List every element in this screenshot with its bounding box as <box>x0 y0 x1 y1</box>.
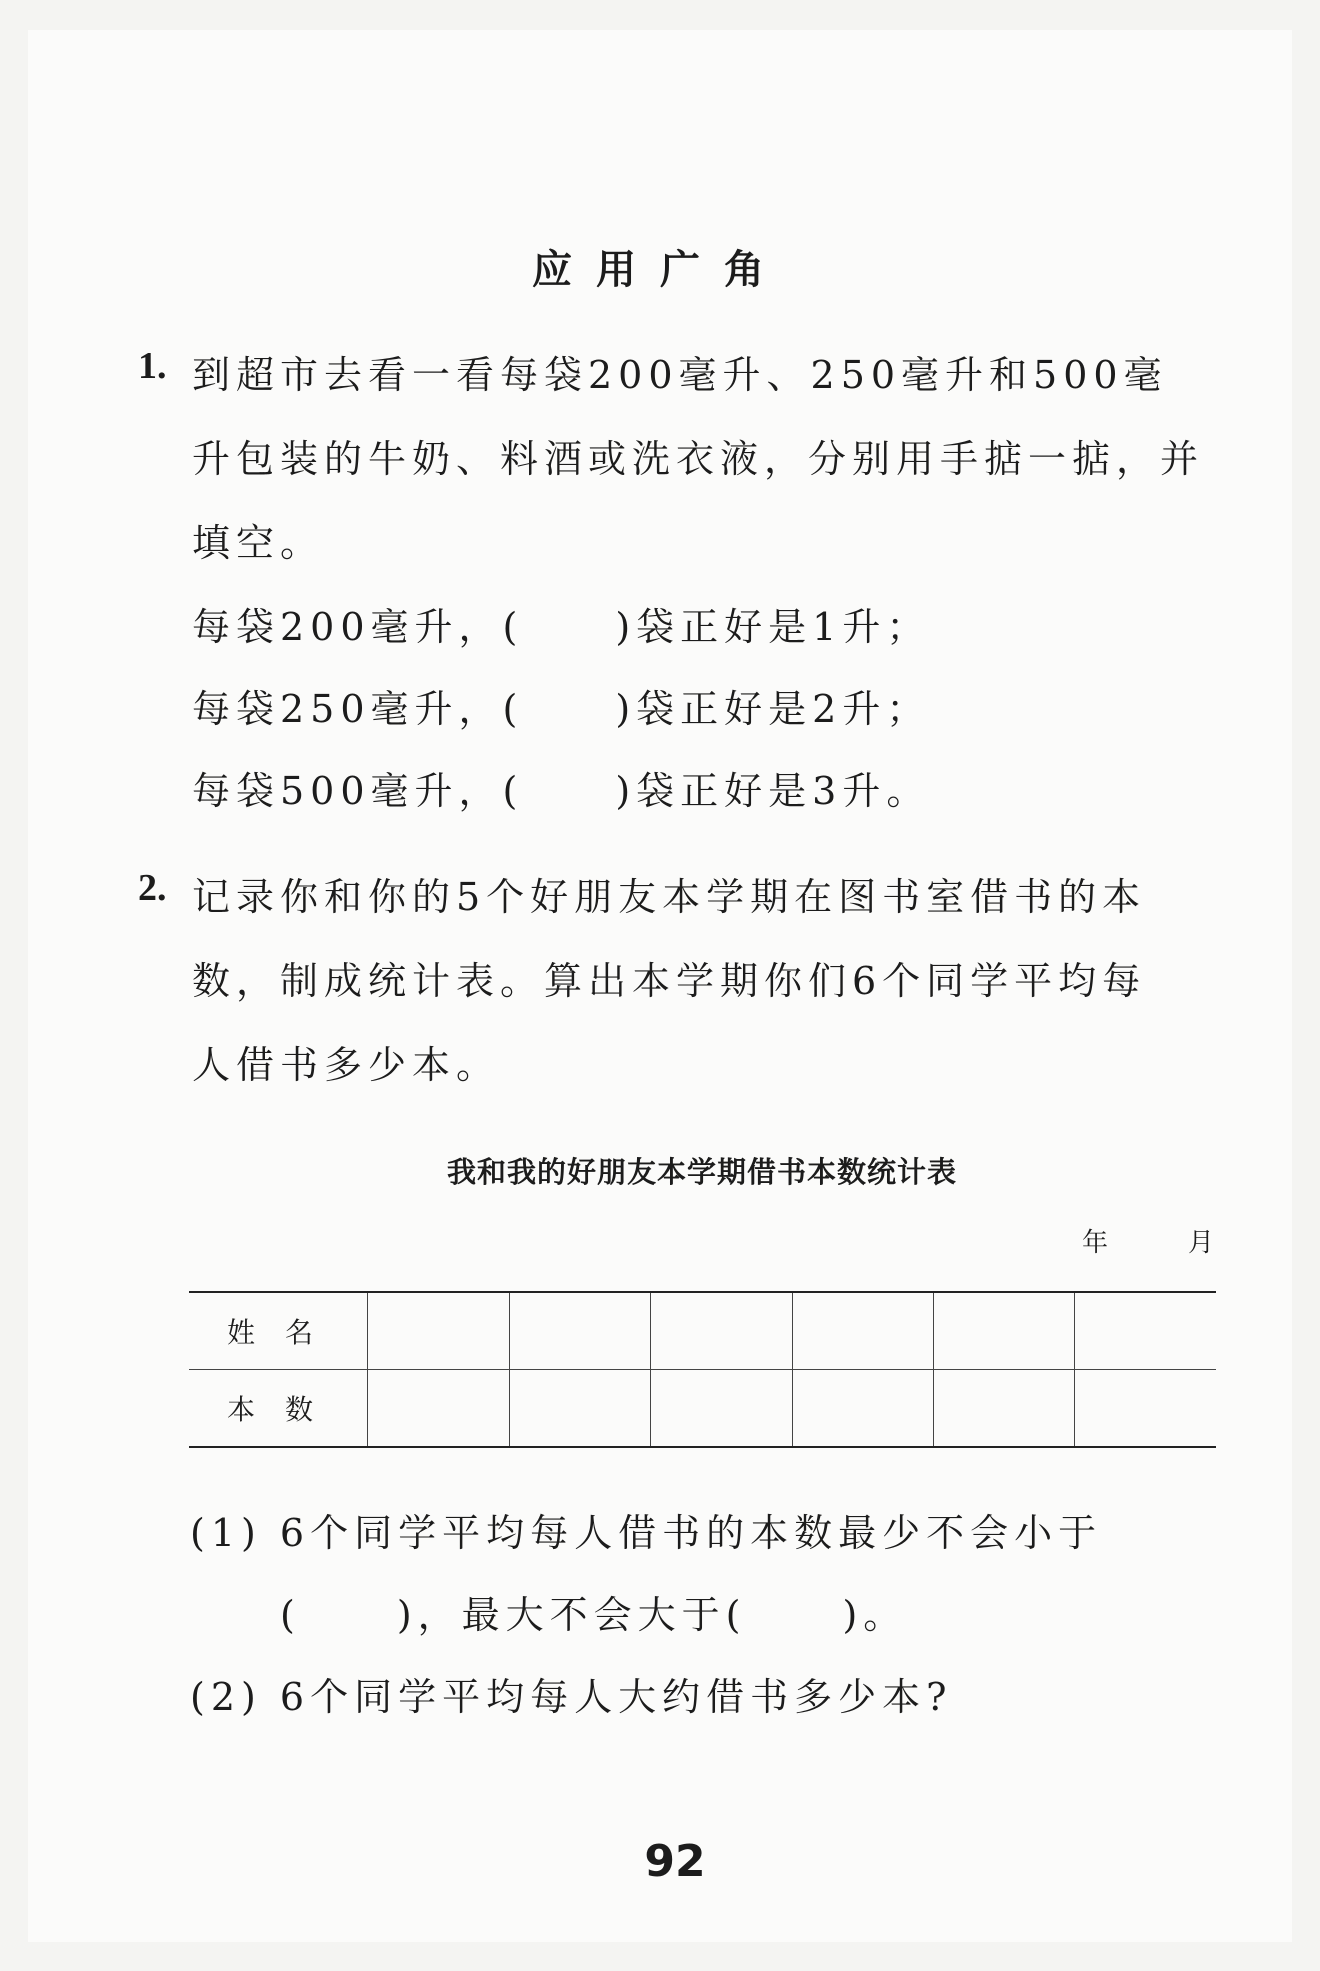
table-cell[interactable] <box>509 1370 650 1448</box>
table-cell[interactable] <box>933 1292 1074 1370</box>
row-header-count: 本数 <box>227 1393 344 1426</box>
question-1-line-3: 填空。 <box>192 521 325 565</box>
question-1-line-2: 升包装的牛奶、料酒或洗衣液，分别用手掂一掂，并 <box>192 437 1205 481</box>
statistics-table <box>189 1291 1216 1448</box>
year-label: 年 <box>1082 1228 1109 1258</box>
fill-blank-prefix: 每袋500毫升，( <box>192 769 524 813</box>
fill-blank-prefix: 每袋250毫升，( <box>192 687 524 731</box>
fill-blank-500ml <box>192 760 930 815</box>
month-label: 月 <box>1188 1228 1215 1258</box>
sub-question-1-line-2 <box>280 1584 907 1639</box>
fill-blank-suffix: )袋正好是3升。 <box>615 769 931 813</box>
fill-blank-200ml <box>192 596 930 651</box>
fill-blank-suffix: )袋正好是1升； <box>615 605 931 649</box>
table-row <box>189 1292 1216 1370</box>
table-cell[interactable] <box>933 1370 1074 1448</box>
question-2-line-1: 记录你和你的5个好朋友本学期在图书室借书的本 <box>192 875 1147 919</box>
sub-question-2: (2) 6个同学平均每人大约借书多少本? <box>190 1675 953 1719</box>
table-cell[interactable] <box>651 1292 792 1370</box>
paren-close: )。 <box>842 1593 908 1637</box>
fill-blank-250ml <box>192 678 930 733</box>
question-2-number: 2. <box>138 867 167 909</box>
page-number: 92 <box>644 1836 706 1887</box>
table-cell[interactable] <box>509 1292 650 1370</box>
question-1-number: 1. <box>138 345 167 387</box>
fill-blank-prefix: 每袋200毫升，( <box>192 605 524 649</box>
sub-question-1-middle: )，最大不会大于( <box>396 1593 747 1637</box>
table-cell[interactable] <box>792 1370 933 1448</box>
question-2-line-2: 数，制成统计表。算出本学期你们6个同学平均每 <box>192 959 1147 1003</box>
table-cell[interactable] <box>1075 1370 1216 1448</box>
sub-question-1-line-1: (1) 6个同学平均每人借书的本数最少不会小于 <box>190 1511 1103 1555</box>
table-cell[interactable] <box>1075 1292 1216 1370</box>
table-row <box>189 1370 1216 1448</box>
page-title: 应用广角 <box>532 247 788 293</box>
table-cell[interactable] <box>792 1292 933 1370</box>
row-header-name: 姓名 <box>189 1292 368 1370</box>
fill-blank-suffix: )袋正好是2升； <box>615 687 931 731</box>
table-cell[interactable] <box>368 1292 509 1370</box>
paren-open: ( <box>280 1593 301 1637</box>
table-cell[interactable] <box>651 1370 792 1448</box>
question-2-line-3: 人借书多少本。 <box>192 1043 501 1087</box>
question-1-line-1: 到超市去看一看每袋200毫升、250毫升和500毫 <box>192 353 1168 397</box>
table-title: 我和我的好朋友本学期借书本数统计表 <box>446 1155 957 1189</box>
table-cell[interactable] <box>368 1370 509 1448</box>
